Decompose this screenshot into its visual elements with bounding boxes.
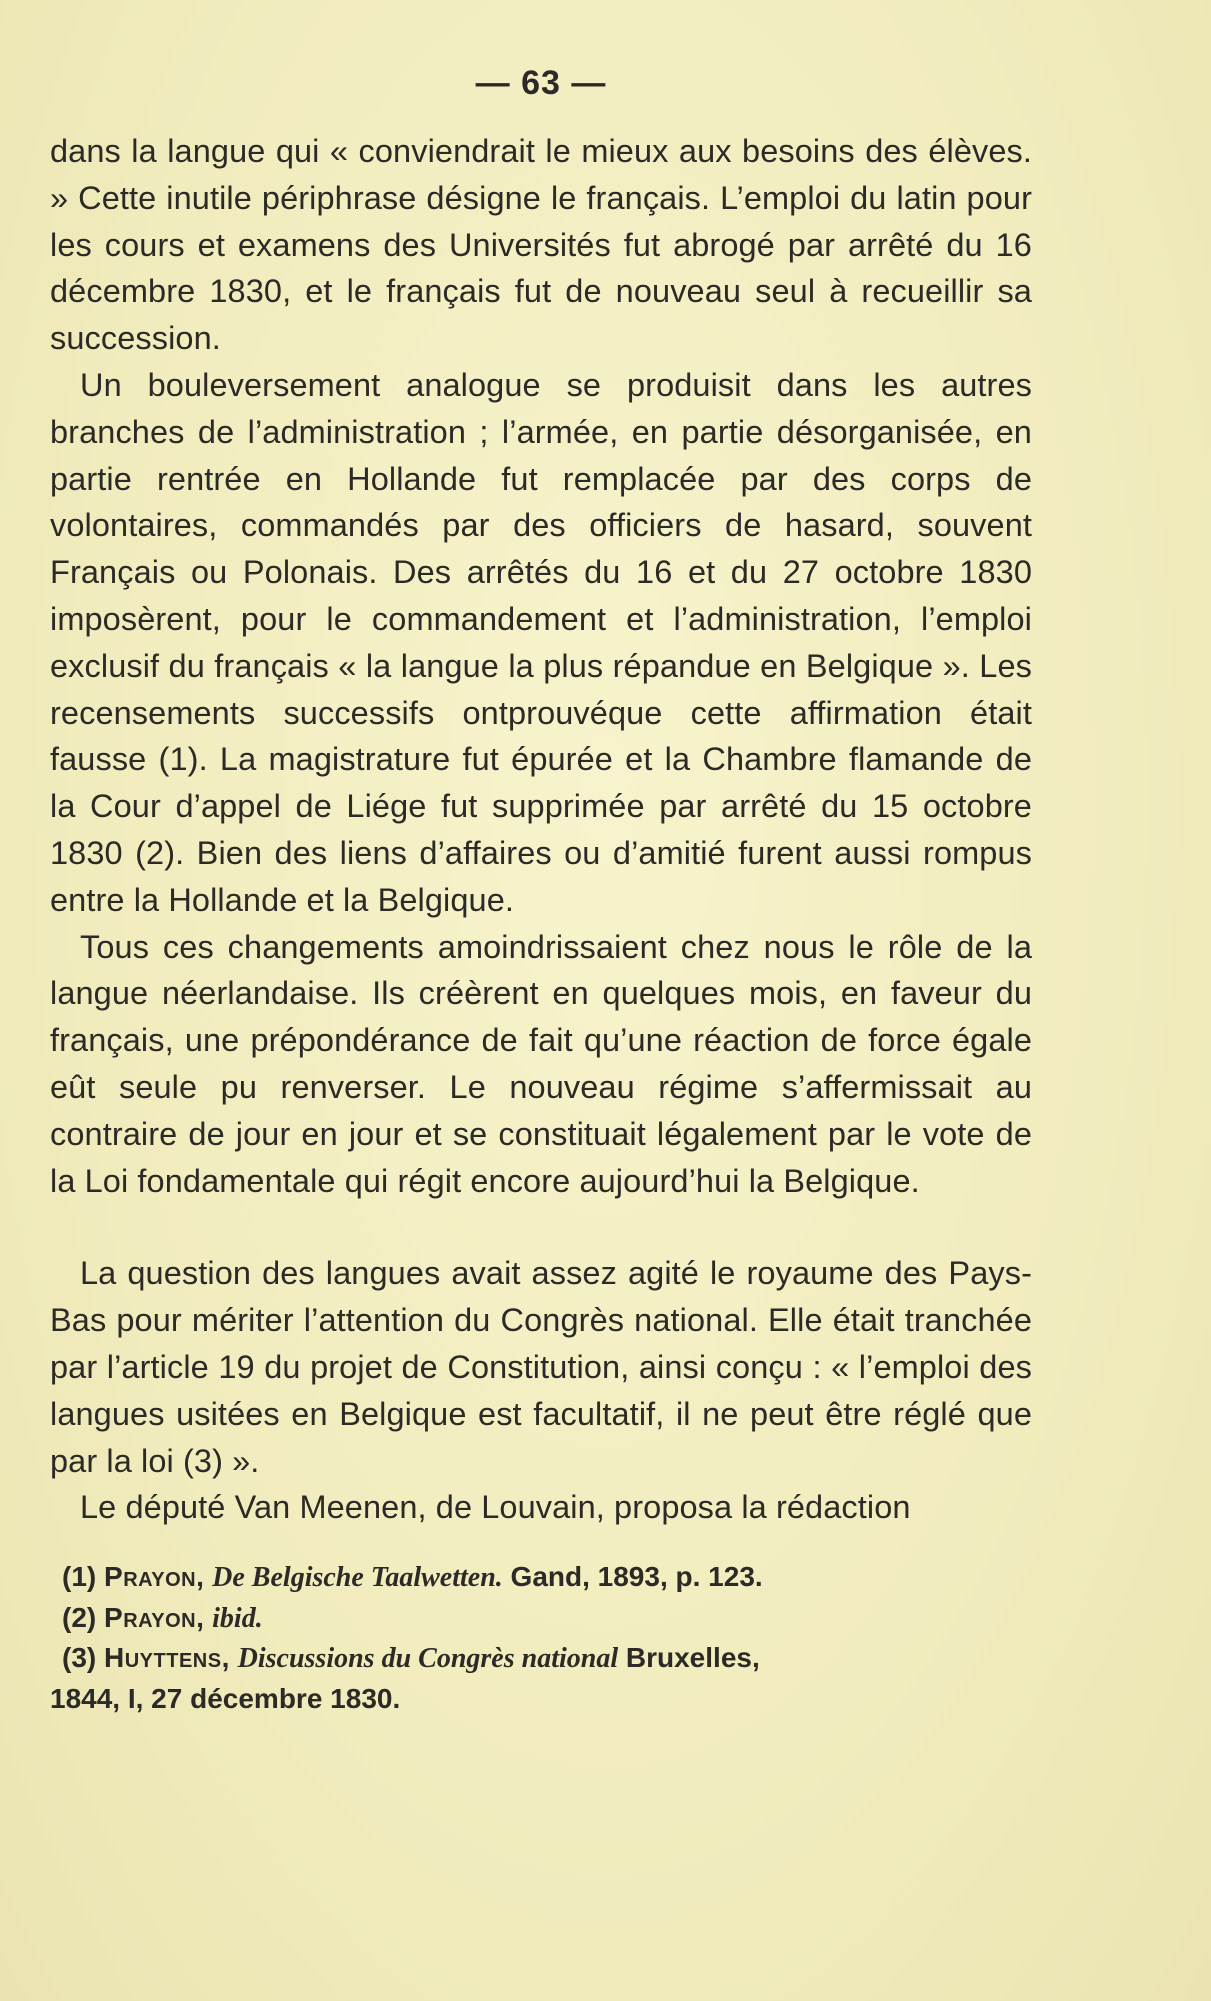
footnote-number: (2) [62, 1601, 97, 1633]
footnote-continuation: 1844, I, 27 décembre 1830. [50, 1682, 401, 1714]
paragraph: dans la langue qui « conviendrait le mieux aux besoins des élèves. » Cette inutile périphrase désigne le français. L’emploi du latin pour les cours et examens des Universités fut abrogé par arrêté du 16 décembre 1830, et le français fut de nouveau seul à recueillir sa succession. [50, 133, 1032, 357]
paragraph: Le député Van Meenen, de Louvain, proposa la rédaction [80, 1489, 911, 1526]
footnote-title: Discussions du Congrès national [237, 1643, 619, 1675]
document-page [50, 66, 1032, 1718]
footnote-number: (3) [62, 1642, 97, 1674]
footnote [50, 1638, 1032, 1718]
footnote [50, 1557, 1032, 1598]
footnotes [50, 1557, 1032, 1718]
footnote-number: (1) [62, 1561, 97, 1593]
paragraph: Un bouleversement analogue se produisit dans les autres branches de l’administration ; l’armée, en partie désorganisée, en partie rentrée en Hollande fut remplacée par des corps de volontaires, commandés par des officiers de hasard, souvent Français ou Polonais. Des arrêtés du 16 et du 27 octobre 1830 imposèrent, pour le commandement et l’administration, l’emploi exclusif du français « la langue la plus répandue en Belgique ». Les recensements successifs ontprouvéque cette affirmation était fausse (1). La magistrature fut épurée et la Chambre flamande de la Cour d’appel de Liége fut supprimée par arrêté du 15 octobre 1830 (2). Bien des liens d’affaires ou d’amitié furent aussi rompus entre la Hollande et la Belgique. [50, 366, 1032, 918]
footnote-rest: Gand, 1893, p. 123. [502, 1561, 763, 1593]
footnote-author: Huyttens, [104, 1642, 230, 1674]
footnote-author: Prayon, [104, 1601, 205, 1633]
footnote-title: ibid. [212, 1602, 263, 1634]
footnote-author: Prayon, [104, 1561, 205, 1593]
paragraph: La question des langues avait assez agité le royaume des Pays-Bas pour mériter l’attention du Congrès national. Elle était tranchée par l’article 19 du projet de Constitution, ainsi conçu : « l’emploi des langues usitées en Belgique est facultatif, il ne peut être réglé que par la loi (3) ». [50, 1255, 1032, 1479]
page-number: — 63 — [475, 64, 607, 102]
footnote-title: De Belgische Taalwetten. [212, 1562, 503, 1594]
paragraph: Tous ces changements amoindrissaient chez nous le rôle de la langue néerlandaise. Ils créèrent en quelques mois, en faveur du français, une prépondérance de fait qu’une réaction de force égale eût seule pu renverser. Le nouveau régime s’affermissait au contraire de jour en jour et se constituait légalement par le vote de la Loi fondamentale qui régit encore aujourd’hui la Belgique. [50, 928, 1032, 1199]
footnote-rest: Bruxelles, [618, 1642, 760, 1674]
footnote [50, 1598, 1032, 1639]
